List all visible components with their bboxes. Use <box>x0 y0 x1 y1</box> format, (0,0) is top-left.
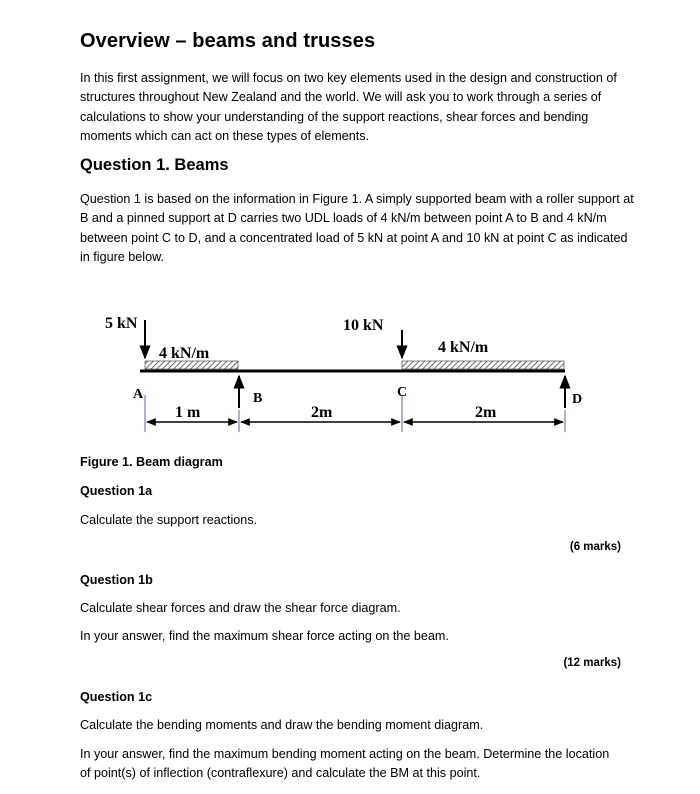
dim-label-cd: 2m <box>475 404 497 421</box>
point-label-a: A <box>133 387 144 402</box>
figure-caption: Figure 1. Beam diagram <box>80 455 223 469</box>
udl-label-ab: 4 kN/m <box>159 345 210 362</box>
dim-label-ab: 1 m <box>175 404 201 421</box>
question-1b-text-2: In your answer, find the maximum shear force acting on the beam. <box>80 629 449 643</box>
dim-label-bc: 2m <box>311 404 333 421</box>
question-1a-label: Question 1a <box>80 484 153 498</box>
udl-ab-hatch <box>145 361 238 369</box>
page-title: Overview – beams and trusses <box>80 30 376 52</box>
question-1a-text: Calculate the support reactions. <box>80 513 258 527</box>
point-label-c: C <box>397 385 408 400</box>
point-label-d: D <box>572 392 583 407</box>
question-1c-text-1: Calculate the bending moments and draw the bending moment diagram. <box>80 718 484 732</box>
question-1b-label: Question 1b <box>80 573 153 587</box>
question-1c-text-2: In your answer, find the maximum bending moment acting on the beam. Determine the location of point(s) of inflection (contraflexure) and calculate the BM at this point. <box>80 747 610 781</box>
question-1c-label: Question 1c <box>80 690 153 704</box>
udl-label-cd: 4 kN/m <box>438 339 489 356</box>
beam-diagram <box>95 300 585 440</box>
udl-cd-hatch <box>402 361 564 369</box>
load-label-5kn: 5 kN <box>105 315 138 332</box>
question-1b-text-1: Calculate shear forces and draw the shear force diagram. <box>80 601 401 615</box>
point-label-b: B <box>253 391 263 406</box>
question-1-text: Question 1 is based on the information in Figure 1. A simply supported beam with a roller support at B and a pinned support at D carries two UDL loads of 4 kN/m between point A to B and 4 kN/m between point C to D, and a concentrated load of 5 kN at point A and 10 kN at point C as indicated in figure below. <box>80 192 634 265</box>
load-label-10kn: 10 kN <box>343 317 384 334</box>
question-1b-marks: (12 marks) <box>563 657 621 669</box>
intro-paragraph: In this first assignment, we will focus on two key elements used in the design and construction of structures throughout New Zealand and the world. We will ask you to work through a series of calculations to show your understanding of the support reactions, shear forces and bending moments which can act on these types of elements. <box>80 71 617 144</box>
question-1a-marks: (6 marks) <box>569 541 621 553</box>
question-1-heading: Question 1. Beams <box>80 156 229 174</box>
